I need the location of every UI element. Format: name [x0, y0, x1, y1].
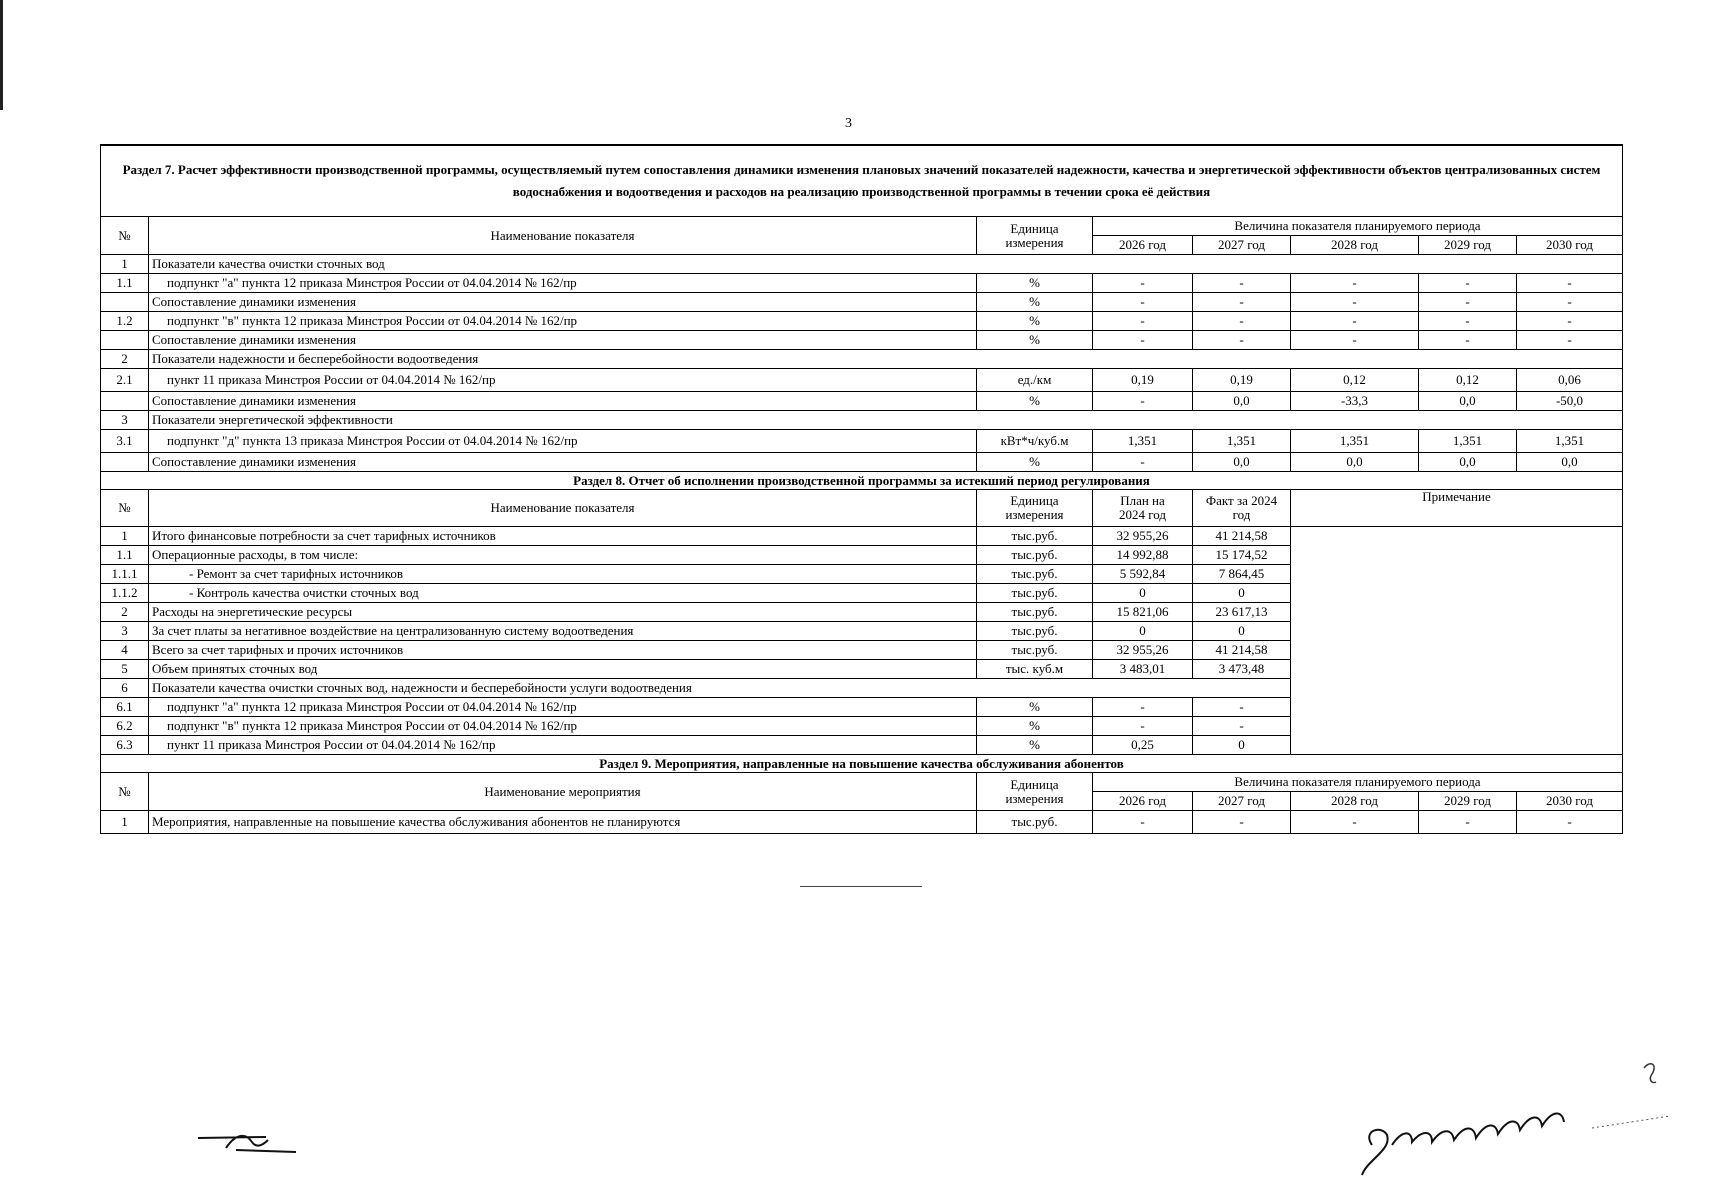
section7-unit-header-bottom: измерения: [1005, 234, 1064, 250]
section7-row: [101, 411, 1623, 430]
value-cell: 0,0: [1291, 453, 1419, 472]
value-cell: -: [1291, 312, 1419, 331]
note-cell: [1291, 527, 1623, 755]
row-number: 1.1: [101, 274, 149, 293]
fact-value: -: [1193, 717, 1291, 736]
unit-cell: %: [977, 736, 1093, 755]
value-cell: 0,12: [1419, 369, 1517, 392]
section7-unit-header: [977, 217, 1093, 255]
row-number: [101, 392, 149, 411]
indicator-name: подпункт "в" пункта 12 приказа Минстроя России от 04.04.2014 № 162/пр: [149, 312, 977, 331]
fact-value: 0: [1193, 584, 1291, 603]
section7-year-header: 2028 год: [1291, 236, 1419, 255]
row-number: [101, 453, 149, 472]
section7-unit-header-top: Единица: [1010, 220, 1059, 236]
value-cell: -50,0: [1517, 392, 1623, 411]
page-number: 3: [845, 116, 852, 131]
value-cell: 0,19: [1093, 369, 1193, 392]
value-cell: -: [1193, 312, 1291, 331]
value-cell: -: [1193, 331, 1291, 350]
section7-num-header: №: [101, 217, 149, 255]
value-cell: -: [1193, 293, 1291, 312]
row-number: 1: [101, 255, 149, 274]
unit-cell: тыс.руб.: [977, 527, 1093, 546]
plan-value: -: [1093, 698, 1193, 717]
indicator-name: подпункт "в" пункта 12 приказа Минстроя России от 04.04.2014 № 162/пр: [149, 717, 977, 736]
row-number: 2: [101, 350, 149, 369]
section8-title-row: [101, 472, 1623, 490]
section9-unit-header-top: Единица: [1010, 776, 1059, 792]
unit-cell: %: [977, 331, 1093, 350]
unit-cell: %: [977, 453, 1093, 472]
value-cell: 0,19: [1193, 369, 1291, 392]
value-cell: -: [1291, 274, 1419, 293]
row-number: 1.1: [101, 546, 149, 565]
unit-cell: тыс.руб.: [977, 622, 1093, 641]
value-cell: 0,12: [1291, 369, 1419, 392]
value-cell: -: [1517, 312, 1623, 331]
section7-row: [101, 453, 1623, 472]
section7-title: Раздел 7. Расчет эффективности производственной программы, осуществляемый путем сопоставления динамики изменения плановых значений показателей надежности, качества и энергетической эффективности объектов централизованных систем водоснабжения и водоотведения и расходов на реализацию производственной программы в течении срока её действия: [101, 145, 1623, 217]
section7-name-header: Наименование показателя: [149, 217, 977, 255]
row-number: 6.2: [101, 717, 149, 736]
row-number: 1: [101, 811, 149, 834]
fact-value: 15 174,52: [1193, 546, 1291, 565]
indicator-name: Сопоставление динамики изменения: [149, 453, 977, 472]
section7-year-header: 2026 год: [1093, 236, 1193, 255]
indicator-name: подпункт "а" пункта 12 приказа Минстроя России от 04.04.2014 № 162/пр: [149, 698, 977, 717]
fact-value: 0: [1193, 622, 1291, 641]
value-cell: -: [1093, 811, 1193, 834]
group-label: Показатели качества очистки сточных вод: [149, 255, 1623, 274]
value-cell: 0,0: [1517, 453, 1623, 472]
section8-unit-header: [977, 490, 1093, 527]
section8-name-header: Наименование показателя: [149, 490, 977, 527]
section8-fact-header: [1193, 490, 1291, 527]
value-cell: -: [1193, 811, 1291, 834]
value-cell: -: [1291, 331, 1419, 350]
row-number: 4: [101, 641, 149, 660]
section9-unit-header-bottom: измерения: [1005, 790, 1064, 806]
indicator-name: подпункт "д" пункта 13 приказа Минстроя России от 04.04.2014 № 162/пр: [149, 430, 977, 453]
plan-value: 0,25: [1093, 736, 1193, 755]
value-cell: 0,0: [1193, 453, 1291, 472]
section9-header-row-1: [101, 773, 1623, 792]
section9-year-header: 2030 год: [1517, 792, 1623, 811]
value-cell: -: [1419, 331, 1517, 350]
indicator-name: - Ремонт за счет тарифных источников: [149, 565, 977, 584]
unit-cell: %: [977, 293, 1093, 312]
row-number: 5: [101, 660, 149, 679]
section7-row: [101, 274, 1623, 293]
row-number: 1.2: [101, 312, 149, 331]
section9-name-header: Наименование мероприятия: [149, 773, 977, 811]
value-cell: 1,351: [1419, 430, 1517, 453]
section8-unit-header-top: Единица: [1010, 493, 1059, 508]
unit-cell: ед./км: [977, 369, 1093, 392]
indicator-name: Операционные расходы, в том числе:: [149, 546, 977, 565]
section9-title-row: [101, 755, 1623, 773]
indicator-name: пункт 11 приказа Минстроя России от 04.04.2014 № 162/пр: [149, 736, 977, 755]
value-cell: -: [1093, 312, 1193, 331]
signature-right: [1352, 1050, 1682, 1190]
unit-cell: тыс.руб.: [977, 603, 1093, 622]
section9-unit-header: [977, 773, 1093, 811]
indicator-name: Всего за счет тарифных и прочих источников: [149, 641, 977, 660]
unit-cell: %: [977, 312, 1093, 331]
indicator-name: Объем принятых сточных вод: [149, 660, 977, 679]
section7-row: [101, 312, 1623, 331]
scan-margin-line: [0, 0, 3, 110]
value-cell: -: [1419, 312, 1517, 331]
section7-period-header: Величина показателя планируемого периода: [1093, 217, 1623, 236]
unit-cell: %: [977, 392, 1093, 411]
section9-num-header: №: [101, 773, 149, 811]
unit-cell: %: [977, 698, 1093, 717]
section7-year-header: 2027 год: [1193, 236, 1291, 255]
end-rule: [800, 886, 922, 887]
section8-unit-header-bottom: измерения: [1005, 507, 1064, 522]
row-number: 1.1.1: [101, 565, 149, 584]
row-number: 1: [101, 527, 149, 546]
section7-row: [101, 293, 1623, 312]
value-cell: 0,0: [1419, 392, 1517, 411]
value-cell: -: [1093, 274, 1193, 293]
row-number: 6: [101, 679, 149, 698]
section8-plan-header: [1093, 490, 1193, 527]
section7-year-header: 2030 год: [1517, 236, 1623, 255]
plan-value: 3 483,01: [1093, 660, 1193, 679]
row-number: [101, 331, 149, 350]
indicator-name: Расходы на энергетические ресурсы: [149, 603, 977, 622]
fact-value: -: [1193, 698, 1291, 717]
report-table: [100, 144, 1623, 834]
unit-cell: %: [977, 274, 1093, 293]
value-cell: -: [1517, 811, 1623, 834]
section8-title: Раздел 8. Отчет об исполнении производственной программы за истекший период регулирования: [101, 472, 1623, 490]
unit-cell: тыс.руб.: [977, 641, 1093, 660]
section8-plan-header-top: План на: [1120, 493, 1165, 508]
indicator-name: За счет платы за негативное воздействие на централизованную систему водоотведения: [149, 622, 977, 641]
fact-value: 3 473,48: [1193, 660, 1291, 679]
value-cell: 1,351: [1291, 430, 1419, 453]
row-number: 6.1: [101, 698, 149, 717]
section7-row: [101, 392, 1623, 411]
fact-value: 41 214,58: [1193, 641, 1291, 660]
fact-value: 7 864,45: [1193, 565, 1291, 584]
value-cell: -: [1419, 811, 1517, 834]
plan-value: 14 992,88: [1093, 546, 1193, 565]
section8-num-header: №: [101, 490, 149, 527]
section7-row: [101, 350, 1623, 369]
row-number: [101, 293, 149, 312]
value-cell: -: [1193, 274, 1291, 293]
value-cell: -: [1517, 274, 1623, 293]
value-cell: -33,3: [1291, 392, 1419, 411]
row-number: 3: [101, 411, 149, 430]
value-cell: -: [1419, 274, 1517, 293]
value-cell: 0,0: [1419, 453, 1517, 472]
row-number: 3: [101, 622, 149, 641]
unit-cell: тыс.руб.: [977, 811, 1093, 834]
row-number: 1.1.2: [101, 584, 149, 603]
plan-value: 32 955,26: [1093, 527, 1193, 546]
section8-fact-header-top: Факт за 2024: [1205, 493, 1278, 508]
value-cell: 1,351: [1517, 430, 1623, 453]
plan-value: 0: [1093, 584, 1193, 603]
value-cell: -: [1517, 331, 1623, 350]
section9-title: Раздел 9. Мероприятия, направленные на повышение качества обслуживания абонентов: [101, 755, 1623, 773]
value-cell: -: [1093, 293, 1193, 312]
unit-cell: тыс.руб.: [977, 565, 1093, 584]
measure-name: Мероприятия, направленные на повышение качества обслуживания абонентов не планируются: [149, 811, 977, 834]
value-cell: 0,06: [1517, 369, 1623, 392]
section7-header-row-1: [101, 217, 1623, 236]
section9-year-header: 2027 год: [1193, 792, 1291, 811]
section9-period-header: Величина показателя планируемого периода: [1093, 773, 1623, 792]
value-cell: 1,351: [1093, 430, 1193, 453]
unit-cell: кВт*ч/куб.м: [977, 430, 1093, 453]
value-cell: -: [1093, 453, 1193, 472]
fact-value: 41 214,58: [1193, 527, 1291, 546]
section7-row: [101, 255, 1623, 274]
value-cell: -: [1093, 331, 1193, 350]
section8-plan-header-bottom: 2024 год: [1119, 507, 1166, 522]
group-label: Показатели энергетической эффективности: [149, 411, 1623, 430]
indicator-name: Сопоставление динамики изменения: [149, 331, 977, 350]
section9-year-header: 2028 год: [1291, 792, 1419, 811]
row-number: 2.1: [101, 369, 149, 392]
section7-row: [101, 331, 1623, 350]
section9-year-header: 2029 год: [1419, 792, 1517, 811]
plan-value: -: [1093, 717, 1193, 736]
row-number: 2: [101, 603, 149, 622]
row-number: 3.1: [101, 430, 149, 453]
value-cell: -: [1291, 811, 1419, 834]
section8-note-header: Примечание: [1291, 490, 1623, 527]
section9-row: [101, 811, 1623, 834]
section8-fact-header-bottom: год: [1232, 507, 1251, 522]
section7-title-row: [101, 145, 1623, 217]
fact-value: 0: [1193, 736, 1291, 755]
value-cell: -: [1093, 392, 1193, 411]
section7-row: [101, 430, 1623, 453]
fact-value: 23 617,13: [1193, 603, 1291, 622]
indicator-name: подпункт "а" пункта 12 приказа Минстроя России от 04.04.2014 № 162/пр: [149, 274, 977, 293]
value-cell: -: [1419, 293, 1517, 312]
unit-cell: %: [977, 717, 1093, 736]
plan-value: 5 592,84: [1093, 565, 1193, 584]
unit-cell: тыс.руб.: [977, 546, 1093, 565]
section8-row: [101, 527, 1623, 546]
indicator-name: - Контроль качества очистки сточных вод: [149, 584, 977, 603]
unit-cell: тыс. куб.м: [977, 660, 1093, 679]
value-cell: 1,351: [1193, 430, 1291, 453]
value-cell: -: [1517, 293, 1623, 312]
plan-value: 0: [1093, 622, 1193, 641]
indicator-name: Сопоставление динамики изменения: [149, 392, 977, 411]
signature-left: [196, 1128, 306, 1158]
section8-header-row: [101, 490, 1623, 527]
section9-year-header: 2026 год: [1093, 792, 1193, 811]
group-label: Показатели качества очистки сточных вод, надежности и бесперебойности услуги водоотведения: [149, 679, 1291, 698]
value-cell: 0,0: [1193, 392, 1291, 411]
group-label: Показатели надежности и бесперебойности водоотведения: [149, 350, 1623, 369]
unit-cell: тыс.руб.: [977, 584, 1093, 603]
value-cell: -: [1291, 293, 1419, 312]
indicator-name: пункт 11 приказа Минстроя России от 04.04.2014 № 162/пр: [149, 369, 977, 392]
plan-value: 32 955,26: [1093, 641, 1193, 660]
indicator-name: Итого финансовые потребности за счет тарифных источников: [149, 527, 977, 546]
indicator-name: Сопоставление динамики изменения: [149, 293, 977, 312]
plan-value: 15 821,06: [1093, 603, 1193, 622]
row-number: 6.3: [101, 736, 149, 755]
section7-row: [101, 369, 1623, 392]
section7-year-header: 2029 год: [1419, 236, 1517, 255]
